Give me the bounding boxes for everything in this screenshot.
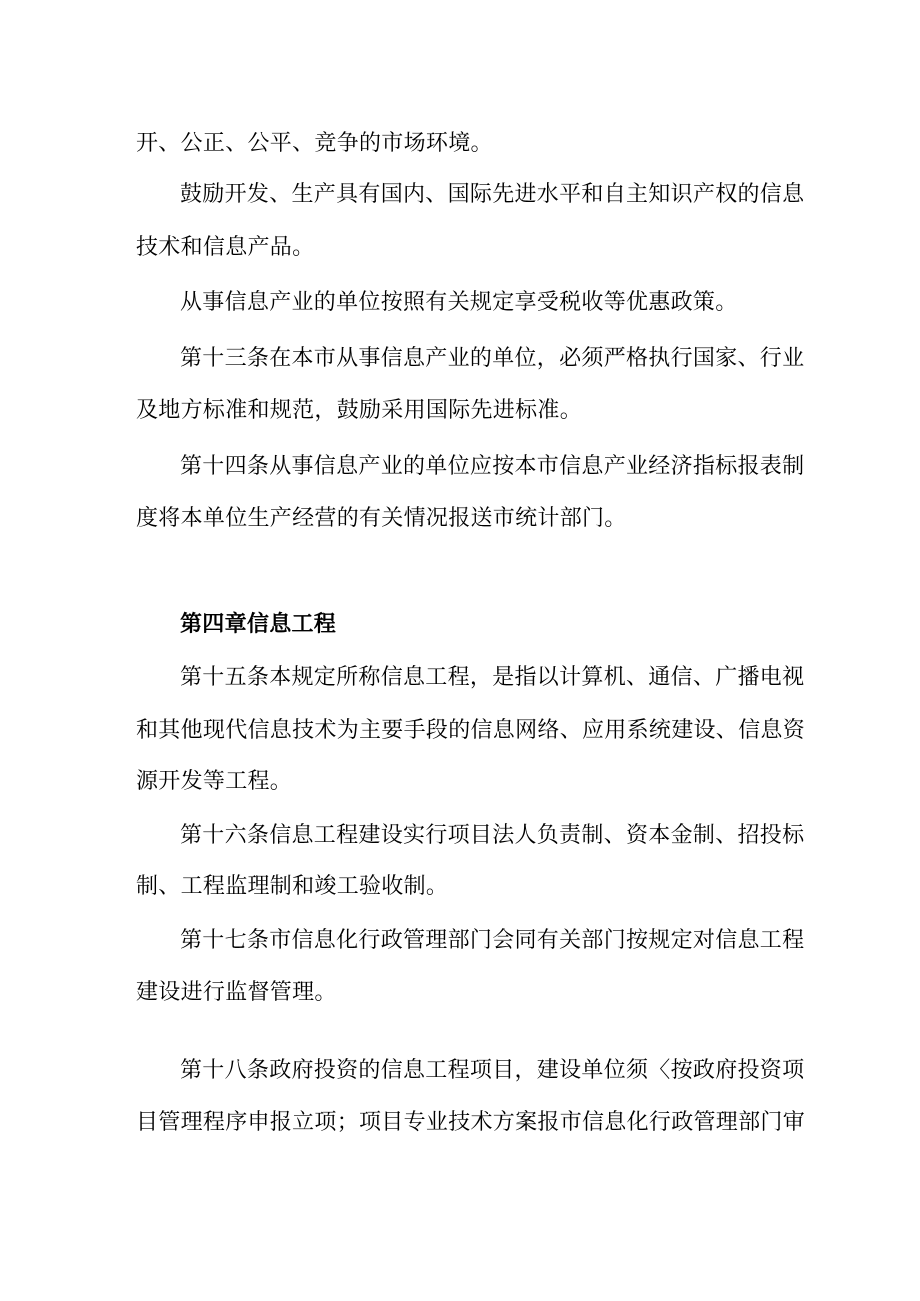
paragraph-line: 及地方标准和规范，鼓励采用国际先进标准。 (136, 398, 583, 423)
paragraph-line: 制、工程监理制和竣工验收制。 (136, 874, 449, 899)
paragraph-line: 目管理程序申报立项；项目专业技术方案报市信息化行政管理部门审 (136, 1110, 806, 1135)
article-14-line: 第十四条从事信息产业的单位应按本市信息产业经济指标报表制 (180, 454, 805, 479)
article-13-line: 第十三条在本市从事信息产业的单位，必须严格执行国家、行业 (180, 346, 805, 371)
paragraph-line: 和其他现代信息技术为主要手段的信息网络、应用系统建设、信息资 (136, 718, 806, 743)
paragraph-line: 度将本单位生产经营的有关情况报送市统计部门。 (136, 506, 627, 531)
article-16-line: 第十六条信息工程建设实行项目法人负责制、资本金制、招投标 (180, 823, 805, 848)
paragraph-line: 鼓励开发、生产具有国内、国际先进水平和自主知识产权的信息 (180, 182, 805, 207)
article-17-line: 第十七条市信息化行政管理部门会同有关部门按规定对信息工程 (180, 928, 805, 953)
paragraph-line: 从事信息产业的单位按照有关规定享受税收等优惠政策。 (180, 290, 738, 315)
chapter-heading: 第四章信息工程 (180, 612, 337, 637)
paragraph-line: 建设进行监督管理。 (136, 980, 337, 1005)
article-15-line: 第十五条本规定所称信息工程，是指以计算机、通信、广播电视 (180, 665, 805, 690)
paragraph-line: 开、公正、公平、竞争的市场环境。 (136, 131, 493, 156)
paragraph-line: 源开发等工程。 (136, 769, 293, 794)
article-18-line: 第十八条政府投资的信息工程项目，建设单位须〈按政府投资项 (180, 1058, 805, 1083)
paragraph-line: 技术和信息产品。 (136, 235, 315, 260)
